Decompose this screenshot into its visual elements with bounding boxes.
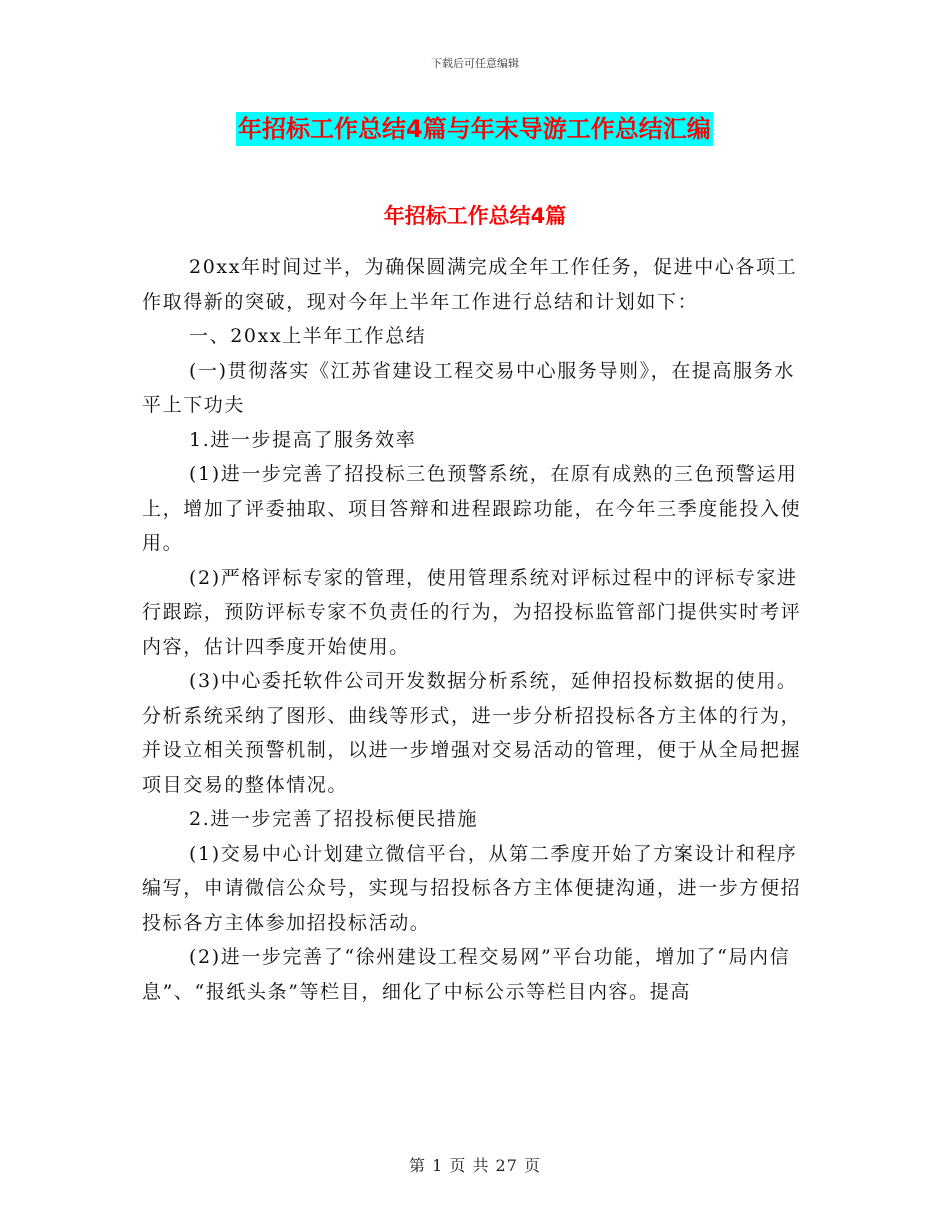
- heading-section-1: 一、20xx上半年工作总结: [189, 325, 427, 347]
- document-body: [142, 250, 812, 1009]
- document-main-title: 年招标工作总结4篇与年末导游工作总结汇编: [236, 112, 713, 146]
- paragraph-item-2-1: (1)交易中心计划建立微信平台，从第二季度开始了方案设计和程序编写，申请微信公众号，实现与招投标各方主体便捷沟通，进一步方便招投标各方主体参加招投标活动。: [142, 842, 802, 934]
- heading-item-2: 2.进一步完善了招投标便民措施: [189, 808, 479, 830]
- paragraph-item-1-2: (2)严格评标专家的管理，使用管理系统对评标过程中的评标专家进行跟踪，预防评标专家不负责任的行为，为招投标监管部门提供实时考评内容，估计四季度开始使用。: [142, 566, 802, 658]
- paragraph-item-1-1: (1)进一步完善了招投标三色预警系统，在原有成熟的三色预警运用上，增加了评委抽取、项目答辩和进程跟踪功能，在今年三季度能投入使用。: [142, 463, 802, 554]
- heading-item-1: 1.进一步提高了服务效率: [189, 428, 417, 451]
- heading-subsection-1: (一)贯彻落实《江苏省建设工程交易中心服务导则》，在提高服务水平上下功夫: [142, 359, 795, 416]
- paragraph-item-2-2: (2)进一步完善了“徐州建设工程交易网”平台功能，增加了“局内信息”、“报纸头条”等栏目，细化了中标公示等栏目内容。提高: [142, 946, 791, 1003]
- header-note: 下载后可任意编辑: [431, 57, 519, 70]
- section-title: 年招标工作总结4篇: [383, 204, 567, 228]
- paragraph-item-1-3: (3)中心委托软件公司开发数据分析系统，延伸招投标数据的使用。分析系统采纳了图形、曲线等形式，进一步分析招投标各方主体的行为，并设立相关预警机制，以进一步增强对交易活动的管理，便于从全局把握项目交易的整体情况。: [142, 670, 802, 796]
- paragraph-intro: 20xx年时间过半，为确保圆满完成全年工作任务，促进中心各项工作取得新的突破，现对今年上半年工作进行总结和计划如下：: [142, 256, 798, 313]
- page-footer: 第 1 页 共 27 页: [409, 1156, 541, 1175]
